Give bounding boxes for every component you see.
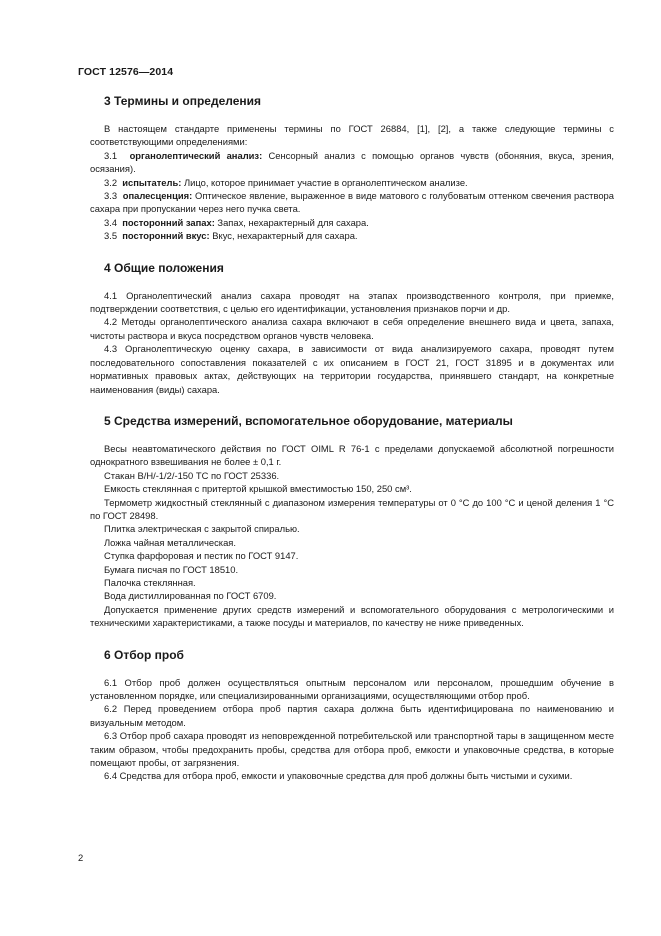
term-definition: Сенсорный анализ с помощью органов чувств (обоняния, вкуса, зрения, осязания). [90, 149, 614, 175]
term-number: 3.2 [104, 176, 118, 188]
section-6-title: 6 Отбор проб [104, 647, 184, 662]
term-definition: Лицо, которое принимает участие в органолептическом анализе. [181, 176, 468, 188]
term-definition: Вкус, нехарактерный для сахара. [209, 230, 358, 242]
paragraph-4-2: 4.2 Методы органолептического анализа сахара включают в себя определение внешнего вида и цвета, запаха, чистоты раствора и вкуса посредством органов чувств человека. [90, 316, 614, 341]
equipment-item: Вода дистиллированная по ГОСТ 6709. [104, 590, 277, 602]
section-6 [90, 648, 614, 783]
term-number: 3.4 [104, 216, 118, 228]
section-5-title: 5 Средства измерений, вспомогательное оборудование, материалы [104, 413, 513, 428]
term-3-1 [90, 149, 614, 176]
term-name: посторонний вкус: [122, 230, 210, 242]
term-number: 3.3 [104, 190, 118, 202]
term-3-4 [90, 216, 614, 229]
equipment-item: Емкость стеклянная с притертой крышкой вместимостью 150, 250 см³. [104, 483, 412, 495]
paragraph-6-3: 6.3 Отбор проб сахара проводят из неповрежденной потребительской или транспортной тары в защищенном месте таким образом, чтобы предохранить пробы, средства для отбора проб, емкости и упаковочные средства, в которые помещают пробы, от загрязнения. [90, 730, 614, 769]
section-5 [90, 414, 614, 630]
document-header: ГОСТ 12576—2014 [78, 66, 174, 78]
equipment-item: Ступка фарфоровая и пестик по ГОСТ 9147. [104, 550, 299, 562]
paragraph-4-1: 4.1 Органолептический анализ сахара проводят на этапах производственного контроля, при приемке, подтверждении соответствия, с целью его идентификации, установления признаков порчи и др. [90, 289, 614, 315]
equipment-item: Ложка чайная металлическая. [104, 536, 236, 548]
term-name: органолептический анализ: [129, 149, 263, 161]
section-4-title: 4 Общие положения [104, 260, 224, 275]
document-body [90, 94, 614, 801]
section-3-intro: В настоящем стандарте применены термины по ГОСТ 26884, [1], [2], а также следующие термины с соответствующими определениями: [90, 123, 614, 148]
equipment-item: Плитка электрическая с закрытой спиралью. [104, 523, 300, 535]
equipment-item: Весы неавтоматического действия по ГОСТ OIML R 76-1 с пределами допускаемой абсолютной погрешности однократного взвешивания не более ± 0,1 г. [90, 442, 614, 468]
page-number: 2 [78, 852, 84, 863]
term-name: испытатель: [122, 176, 182, 188]
equipment-item: Термометр жидкостный стеклянный с диапазоном измерения температуры от 0 °С до 100 °С и ценой деления 1 °С по ГОСТ 28498. [90, 496, 614, 521]
section-4 [90, 261, 614, 396]
paragraph-6-1: 6.1 Отбор проб должен осуществляться опытным персоналом или персоналом, прошедшим обучение в установленном порядке, или специализированными организациями, осуществляющими отбор проб. [90, 676, 614, 701]
paragraph-6-4: 6.4 Средства для отбора проб, емкости и упаковочные средства для проб должны быть чистыми и сухими. [104, 770, 573, 782]
equipment-item: Стакан В/Н/-1/2/-150 ТС по ГОСТ 25336. [104, 469, 280, 481]
term-definition: Запах, нехарактерный для сахара. [214, 216, 369, 228]
section-3-title: 3 Термины и определения [104, 94, 262, 108]
term-definition: Оптическое явление, выраженное в виде матового с голубоватым оттенком свечения раствора сахара при пропускании через него пучка света. [90, 190, 614, 215]
equipment-item: Бумага писчая по ГОСТ 18510. [104, 563, 239, 575]
term-3-3 [90, 189, 614, 216]
term-3-5 [90, 229, 614, 242]
term-name: опалесценция: [122, 190, 193, 202]
equipment-item: Палочка стеклянная. [104, 576, 196, 588]
equipment-note: Допускается применение других средств измерений и вспомогательного оборудования с метрологическими и техническими характеристиками, а также посуды и материалов, по качеству не ниже приведенных. [90, 603, 614, 629]
term-name: посторонний запах: [122, 216, 215, 228]
term-3-2 [90, 176, 614, 189]
paragraph-4-3: 4.3 Органолептическую оценку сахара, в зависимости от вида анализируемого сахара, проводят путем последовательного сопоставления показателей с их описанием в ГОСТ 21, ГОСТ 31895 и в документах или нормативных правовых актах, действующих на территории государства, принявшего стандарт, на конкретные наименования (виды) сахара. [90, 343, 614, 395]
section-3 [90, 94, 614, 243]
paragraph-6-2: 6.2 Перед проведением отбора проб партия сахара должна быть идентифицирована по наименованию и визуальным методом. [90, 703, 614, 728]
term-number: 3.1 [104, 149, 118, 161]
term-number: 3.5 [104, 230, 118, 242]
